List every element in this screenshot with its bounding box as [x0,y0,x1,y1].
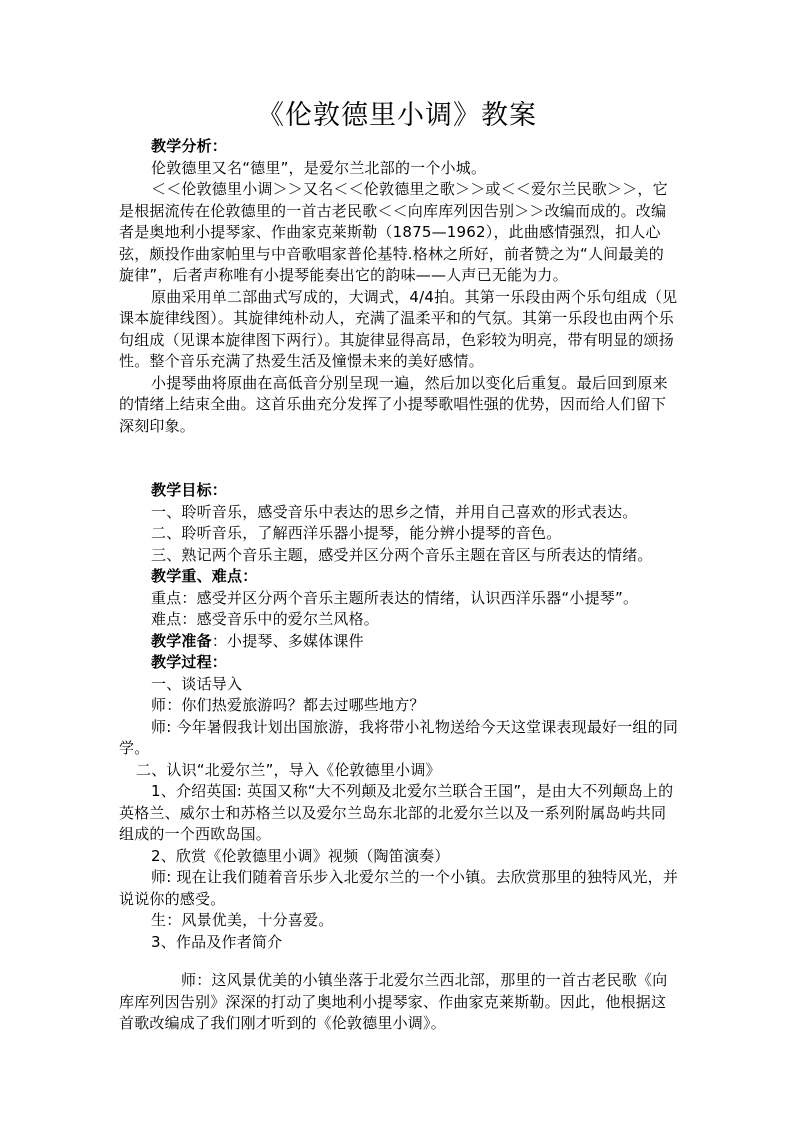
document-title: 《伦敦德里小调》教案 [257,100,537,131]
preparation-heading: 教学准备 [151,631,212,650]
goal-item-2: 二、聆听音乐，了解西洋乐器小提琴，能分辨小提琴的音色。 [151,524,562,542]
teacher-line-2: 师: 今年暑假我计划出国旅游，我将带小礼物送给今天这堂课表现最好一组的同学。 [119,717,679,757]
key-point: 重点：感受并区分两个音乐主题所表达的情绪，认识西洋乐器“小提琴”。 [151,588,639,607]
analysis-paragraph-2: ＜＜伦敦德里小调＞＞又名＜＜伦敦德里之歌＞＞或＜＜爱尔兰民歌＞＞，它是根据流传在伦敦德里的一首古老民歌＜＜向库库列因告别＞＞改编而成的。改编者是奥地利小提琴家、作曲家克莱斯勒（1875—1962），此曲感情强烈，扣人心弦，颇投作曲家帕里与中音歌唱家普伦基特.格林之所好，前者赞之为“人间最美的旋律”，后者声称唯有小提琴能奏出它的韵味——人声已无能为力。 [119,180,668,284]
process-step-1: 一、谈话导入 [151,674,243,693]
key-points-heading: 教学重、难点： [151,567,258,585]
process-step-2-2: 2、欣赏《伦敦德里小调》视频（陶笛演奏） [151,846,450,865]
process-step-2: 二、认识“北爱尔兰”，导入《伦敦德里小调》 [136,760,441,779]
teacher-line-3: 师: 现在让我们随着音乐步入北爱尔兰的一个小镇。去欣赏那里的独特风光，并说说你的感受。 [119,868,679,908]
paragraph-gap [119,953,679,970]
process-step-2-3: 3、作品及作者简介 [151,932,283,951]
goal-item-1: 一、聆听音乐，感受音乐中表达的思乡之情，并用自己喜欢的形式表达。 [151,502,638,521]
analysis-paragraph-4: 小提琴曲将原曲在高低音分别呈现一遍，然后加以变化后重复。最后回到原来的情绪上结束全曲。这首乐曲充分发挥了小提琴歌唱性强的优势，因而给人们留下深刻印象。 [119,373,668,435]
analysis-paragraph-3: 原曲采用单二部曲式写成的，大调式，4/4拍。其第一乐段由两个乐句组成（见课本旋律线图）。其旋律纯朴动人，充满了温柔平和的气氛。其第一乐段也由两个乐句组成（见课本旋律图下两行）。其旋律显得高昂，色彩较为明亮，带有明显的颂扬性。整个音乐充满了热爱生活及憧憬未来的美好感情。 [119,287,678,370]
goals-heading: 教学目标： [151,481,228,499]
process-heading: 教学过程： [151,653,228,671]
preparation-text: ：小提琴、多媒体课件 [211,631,364,650]
difficult-point: 难点：感受音乐中的爱尔兰风格。 [151,610,380,628]
goal-item-3: 三、熟记两个音乐主题，感受并区分两个音乐主题在音区与所表达的情绪。 [151,545,653,564]
teacher-line-1: 师：你们热爱旅游吗？都去过哪些地方？ [151,696,425,714]
teacher-line-4: 师：这风景优美的小镇坐落于北爱尔兰西北部，那里的一首古老民歌《向库库列因告别》深深的打动了奥地利小提琴家、作曲家克莱斯勒。因此，他根据这首歌改编成了我们刚才听到的《伦敦德里小调》。 [119,971,668,1032]
section-gap [119,437,679,480]
process-step-2-1: 1、介绍英国: 英国又称“大不列颠及北爱尔兰联合王国”，是由大不列颠岛上的英格兰、威尔士和苏格兰以及爱尔兰岛东北部的北爱尔兰以及一系列附属岛屿共同组成的一个西欧岛国。 [119,782,674,843]
analysis-paragraph-1: 伦敦德里又名“德里”，是爱尔兰北部的一个小城。 [151,158,487,177]
document-body [119,136,679,1035]
student-line-1: 生：风景优美，十分喜爱。 [151,911,334,929]
analysis-heading: 教学分析： [151,137,228,155]
preparation-line [119,631,679,653]
